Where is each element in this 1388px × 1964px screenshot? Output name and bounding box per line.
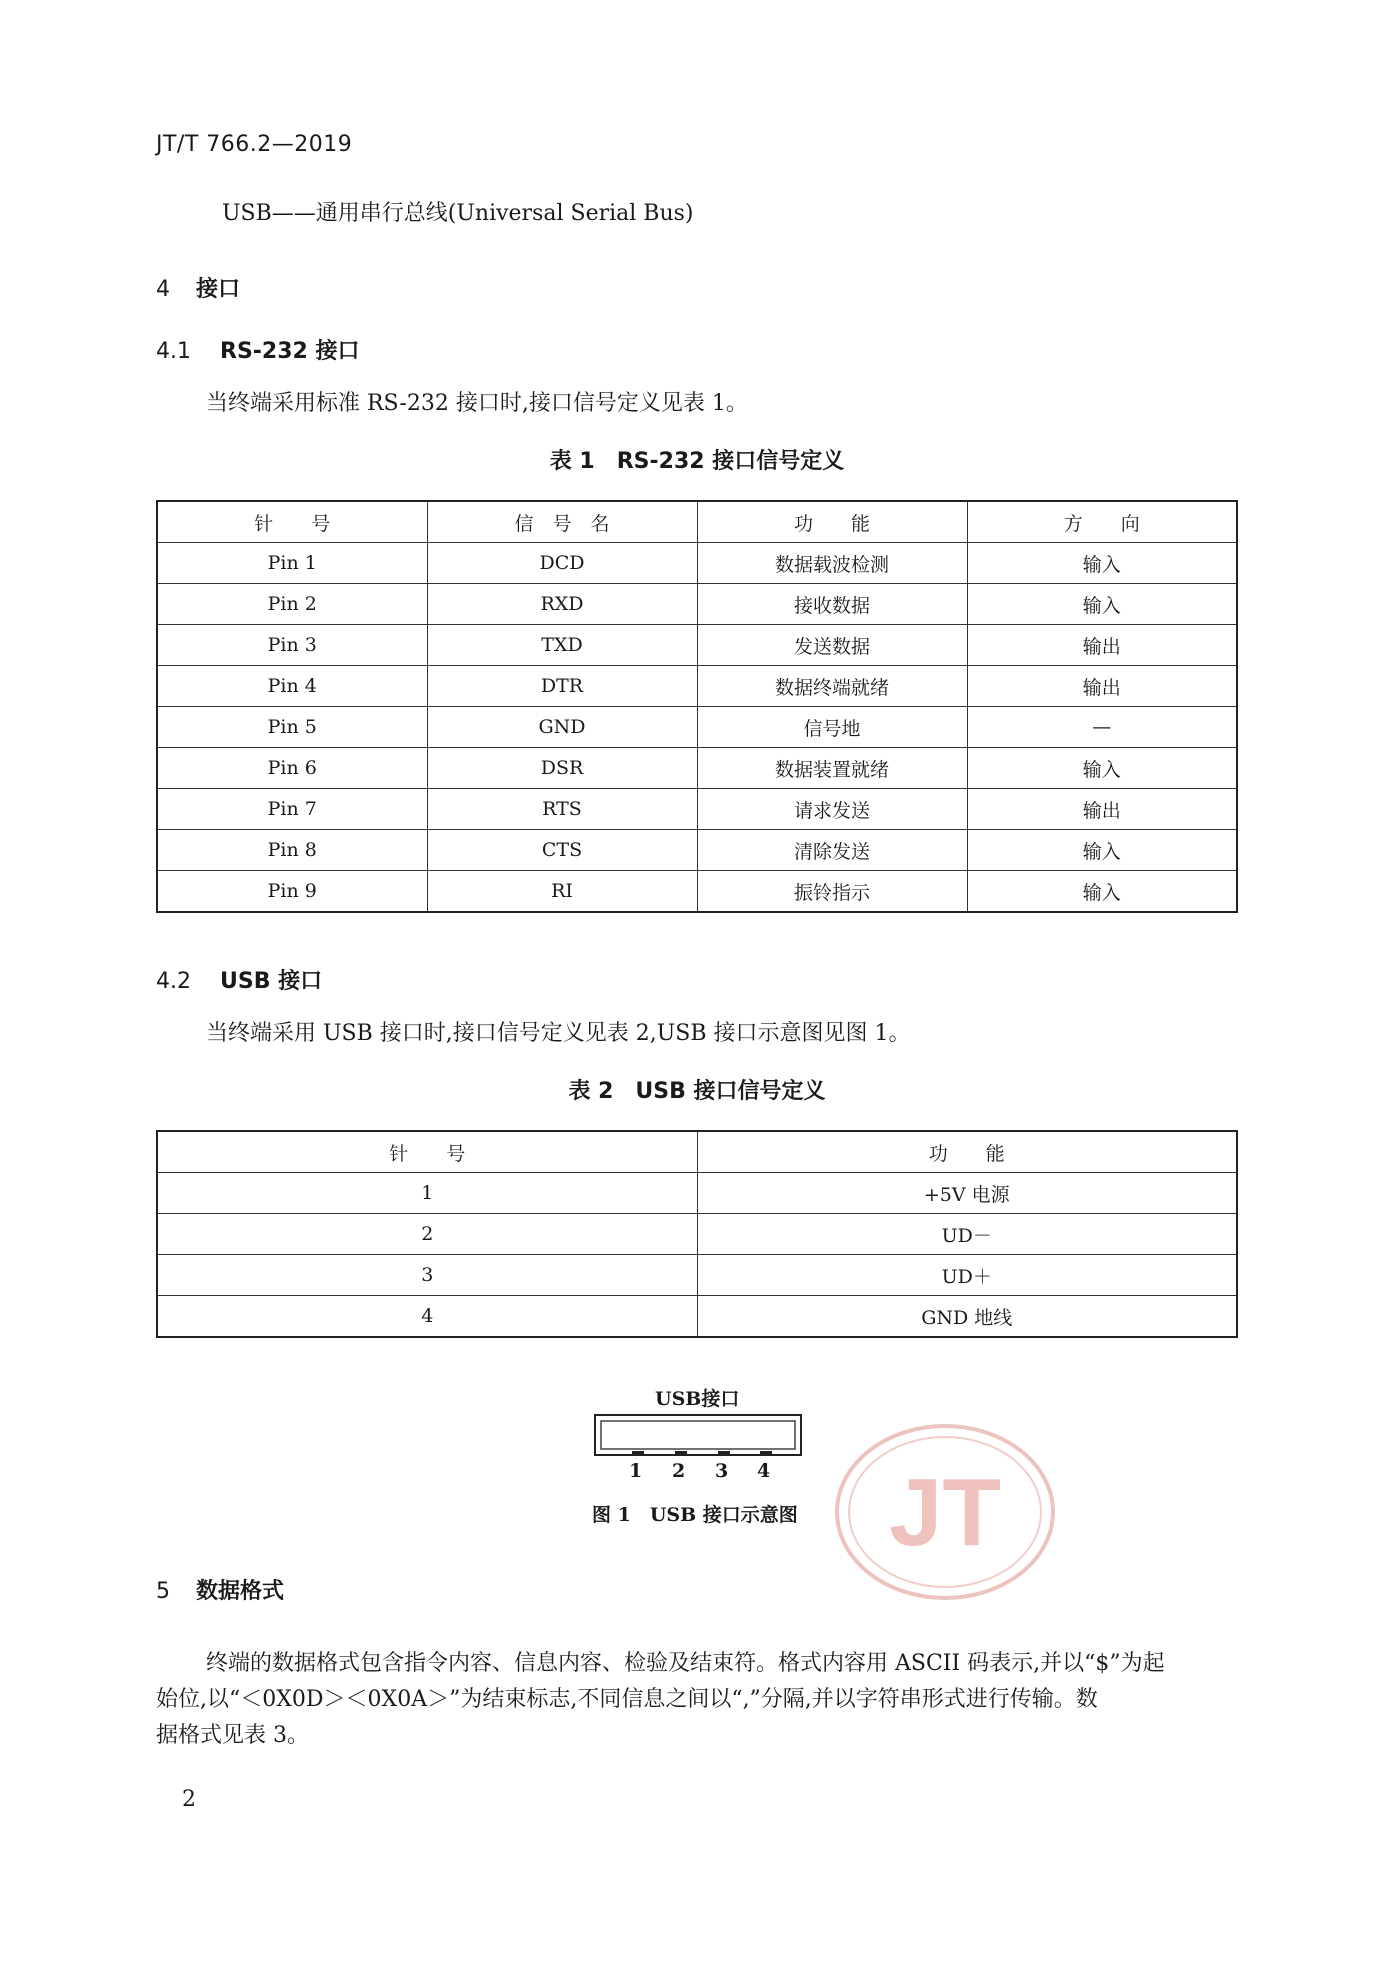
table-cell: RXD: [427, 584, 697, 625]
table-1-rs232-signals: [156, 500, 1238, 913]
table-cell: 数据载波检测: [697, 543, 967, 584]
table-cell: DSR: [427, 748, 697, 789]
watermark-text: JT: [888, 1459, 1002, 1566]
table-cell: GND 地线: [697, 1296, 1237, 1338]
section-5-paragraph-line-1: 终端的数据格式包含指令内容、信息内容、检验及结束符。格式内容用 ASCII 码表示,并以“$”为起: [206, 1651, 1165, 1676]
table-header-row: [157, 1131, 1237, 1173]
section-number: 4: [156, 277, 170, 302]
usb-pin-contact: [675, 1451, 687, 1454]
table-row: [157, 625, 1237, 666]
table-row: [157, 1214, 1237, 1255]
section-4-2-paragraph: 当终端采用 USB 接口时,接口信号定义见表 2,USB 接口示意图见图 1。: [206, 1021, 911, 1046]
usb-port-diagram: [592, 1412, 804, 1458]
section-4-1-paragraph: 当终端采用标准 RS-232 接口时,接口信号定义见表 1。: [206, 391, 748, 416]
table-cell: 输出: [967, 789, 1237, 830]
table-row: [157, 748, 1237, 789]
jt-watermark-logo: [830, 1420, 1060, 1605]
table-cell: +5V 电源: [697, 1173, 1237, 1214]
table-header-cell: 功 能: [697, 501, 967, 543]
table-row: [157, 666, 1237, 707]
table-cell: 接收数据: [697, 584, 967, 625]
figure-1-label: USB接口: [655, 1388, 740, 1410]
table-cell: CTS: [427, 830, 697, 871]
table-cell: RI: [427, 871, 697, 913]
usb-pin-label: 2: [672, 1460, 686, 1482]
table-cell: 输入: [967, 584, 1237, 625]
table-cell: 信号地: [697, 707, 967, 748]
table-row: [157, 871, 1237, 913]
table-cell: Pin 4: [157, 666, 427, 707]
table-header-cell: 方 向: [967, 501, 1237, 543]
table-cell: 输出: [967, 666, 1237, 707]
table-cell: 发送数据: [697, 625, 967, 666]
section-number: 4.2: [156, 969, 191, 994]
table-cell: 输入: [967, 543, 1237, 584]
table-cell: Pin 7: [157, 789, 427, 830]
table-header-row: [157, 501, 1237, 543]
figure-1-caption: 图 1 USB 接口示意图: [592, 1504, 798, 1526]
table-cell: 输出: [967, 625, 1237, 666]
table-header-cell: 功 能: [697, 1131, 1237, 1173]
table-cell: Pin 1: [157, 543, 427, 584]
table-header-cell: 针 号: [157, 501, 427, 543]
table-cell: UD－: [697, 1214, 1237, 1255]
section-5-paragraph-line-3: 据格式见表 3。: [156, 1723, 309, 1748]
section-5-paragraph-line-2: 始位,以“＜0X0D＞＜0X0A＞”为结束标志,不同信息之间以“,”分隔,并以字符串形式进行传输。数: [156, 1687, 1098, 1712]
usb-pin-label: 3: [715, 1460, 729, 1482]
section-4-1-heading: [156, 334, 360, 365]
table-header-cell: 信 号 名: [427, 501, 697, 543]
table-cell: —: [967, 707, 1237, 748]
table-cell: 3: [157, 1255, 697, 1296]
table-cell: 振铃指示: [697, 871, 967, 913]
usb-pin-contact: [760, 1451, 772, 1454]
table-row: [157, 584, 1237, 625]
table-cell: 数据终端就绪: [697, 666, 967, 707]
section-number: 5: [156, 1579, 170, 1604]
table-cell: DTR: [427, 666, 697, 707]
usb-pin-contact: [632, 1451, 644, 1454]
section-title: USB 接口: [220, 969, 323, 994]
table-cell: Pin 8: [157, 830, 427, 871]
table-cell: Pin 5: [157, 707, 427, 748]
table-row: [157, 1173, 1237, 1214]
table-cell: 数据装置就绪: [697, 748, 967, 789]
table-cell: Pin 3: [157, 625, 427, 666]
table-2-caption: 表 2 USB 接口信号定义: [568, 1079, 826, 1104]
table-cell: 输入: [967, 748, 1237, 789]
usb-pin-contact: [718, 1451, 730, 1454]
table-cell: RTS: [427, 789, 697, 830]
table-cell: 输入: [967, 871, 1237, 913]
table-cell: GND: [427, 707, 697, 748]
document-code: JT/T 766.2—2019: [156, 132, 353, 157]
table-cell: Pin 2: [157, 584, 427, 625]
table-row: [157, 1255, 1237, 1296]
table-cell: 清除发送: [697, 830, 967, 871]
table-cell: 1: [157, 1173, 697, 1214]
usb-port-inner: [601, 1421, 795, 1449]
table-row: [157, 543, 1237, 584]
table-cell: Pin 9: [157, 871, 427, 913]
usb-pin-label: 1: [629, 1460, 643, 1482]
usb-pin-label: 4: [757, 1460, 771, 1482]
table-cell: 输入: [967, 830, 1237, 871]
table-cell: DCD: [427, 543, 697, 584]
table-1-caption: 表 1 RS-232 接口信号定义: [549, 449, 845, 474]
abbreviation-usb: USB——通用串行总线(Universal Serial Bus): [222, 201, 694, 226]
section-4-2-heading: [156, 964, 322, 995]
table-row: [157, 707, 1237, 748]
section-number: 4.1: [156, 339, 191, 364]
section-title: 数据格式: [196, 1579, 285, 1604]
table-cell: 请求发送: [697, 789, 967, 830]
page-number: 2: [182, 1787, 196, 1812]
table-row: [157, 789, 1237, 830]
table-row: [157, 830, 1237, 871]
table-cell: 4: [157, 1296, 697, 1338]
section-title: 接口: [196, 277, 241, 302]
section-title: RS-232 接口: [220, 339, 360, 364]
table-cell: TXD: [427, 625, 697, 666]
section-5-heading: [156, 1574, 284, 1605]
section-4-heading: [156, 272, 240, 303]
table-2-usb-signals: [156, 1130, 1238, 1338]
table-row: [157, 1296, 1237, 1338]
table-cell: UD＋: [697, 1255, 1237, 1296]
table-cell: Pin 6: [157, 748, 427, 789]
table-cell: 2: [157, 1214, 697, 1255]
table-header-cell: 针 号: [157, 1131, 697, 1173]
